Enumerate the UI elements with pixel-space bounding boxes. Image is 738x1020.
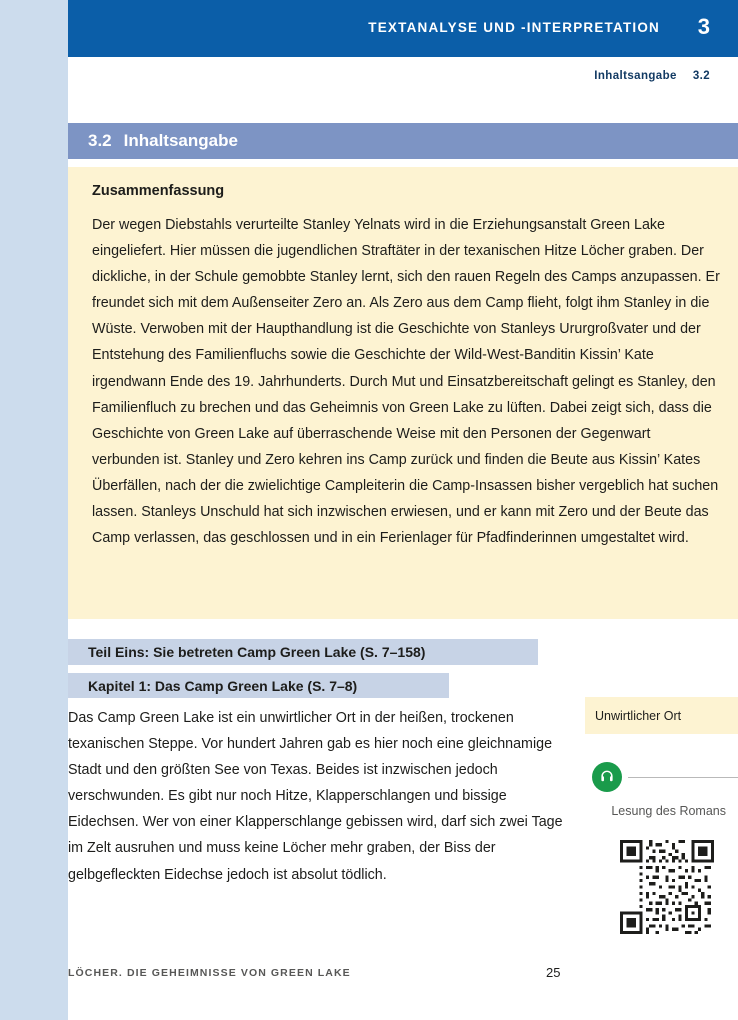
body-paragraph: Das Camp Green Lake ist ein unwirtlicher Ort in der heißen, trockenen texanischen Steppe. Vor hundert Jahren gab es hier noch eine gleichnamige Stadt und den größten See von Texas. Beides ist inzwischen jedoch verschwunden. Es gibt nur noch Hitze, Klapperschlangen und bissige Eidechsen. Wer von einer Klapperschlange gebissen wird, darf sich zwei Tage im Zelt ausruhen und muss keine Löcher mehr graben, der Biss der gelbgefleckten Eidechse jedoch ist absolut tödlich. xyxy=(68,710,563,883)
running-head-number: 3.2 xyxy=(692,70,710,82)
audio-media-row[interactable] xyxy=(592,762,738,792)
chapter-heading-label: Kapitel 1: Das Camp Green Lake (S. 7–8) xyxy=(88,677,358,694)
chapter-heading xyxy=(68,673,449,698)
running-head xyxy=(594,70,710,82)
header-chapter-number: 3 xyxy=(697,14,710,39)
footer-page-number: 25 xyxy=(546,965,561,980)
header-chapter-title: TEXTANALYSE UND -INTERPRETATION xyxy=(368,20,660,35)
headphones-icon[interactable] xyxy=(592,762,622,792)
margin-note-label: Unwirtlicher Ort xyxy=(595,708,682,723)
part-heading-label: Teil Eins: Sie betreten Camp Green Lake (S. 7–158) xyxy=(88,644,426,660)
summary-paragraph: Der wegen Diebstahls verurteilte Stanley Yelnats wird in die Erziehungsanstalt Green Lake eingeliefert. Hier müssen die jugendlichen Straftäter in der texanischen Hitze Löcher graben. Der dickliche, in der Schule gemobbte Stanley lernt, sich den rauen Regeln des Camps anzupassen. Er freundet sich mit dem Außenseiter Zero an. Als Zero aus dem Camp flieht, folgt ihm Stanley in die Wüste. Verwoben mit der Haupthandlung ist die Geschichte von Stanleys Ururgroßvater und der Entstehung des Familienfluchs sowie die Geschichte der Wild-West-Banditin Kissin’ Kate irgendwann Ende des 19. Jahrhunderts. Durch Mut und Einsatzbereitschaft gelingt es Stanley, den Familienfluch zu brechen und das Geheimnis von Green Lake zu lüften. Dabei zeigt sich, dass die Geschichte von Green Lake auf überraschende Weise mit den Personen der Gegenwart verbunden ist. Stanley und Zero kehren ins Camp zurück und finden die Beute aus Kissin’ Kates Überfällen, nach der die zwielichtige Campleiterin die Camp-Insassen bisher vergeblich hat suchen lassen. Stanleys Unschuld hat sich inzwischen erwiesen, und er kann mit Zero und der Beute das Camp verlassen, das geschlossen und in ein Ferienlager für Pfadfinderinnen umgestaltet wird. xyxy=(92,217,720,547)
left-margin-bar xyxy=(0,0,68,1020)
running-head-label: Inhaltsangabe xyxy=(594,70,677,82)
margin-note xyxy=(585,697,738,734)
part-heading xyxy=(68,639,538,665)
section-number: 3.2 xyxy=(88,131,112,150)
section-title: Inhaltsangabe xyxy=(123,131,238,150)
audio-divider-line xyxy=(628,777,738,778)
footer-book-title: LÖCHER. DIE GEHEIMNISSE VON GREEN LAKE xyxy=(68,967,351,979)
qr-code[interactable] xyxy=(620,840,714,934)
audio-media-label: Lesung des Romans xyxy=(611,804,726,818)
summary-box xyxy=(68,167,738,619)
page-header-band xyxy=(68,0,738,57)
summary-heading: Zusammenfassung xyxy=(92,183,225,199)
section-heading xyxy=(68,123,738,159)
